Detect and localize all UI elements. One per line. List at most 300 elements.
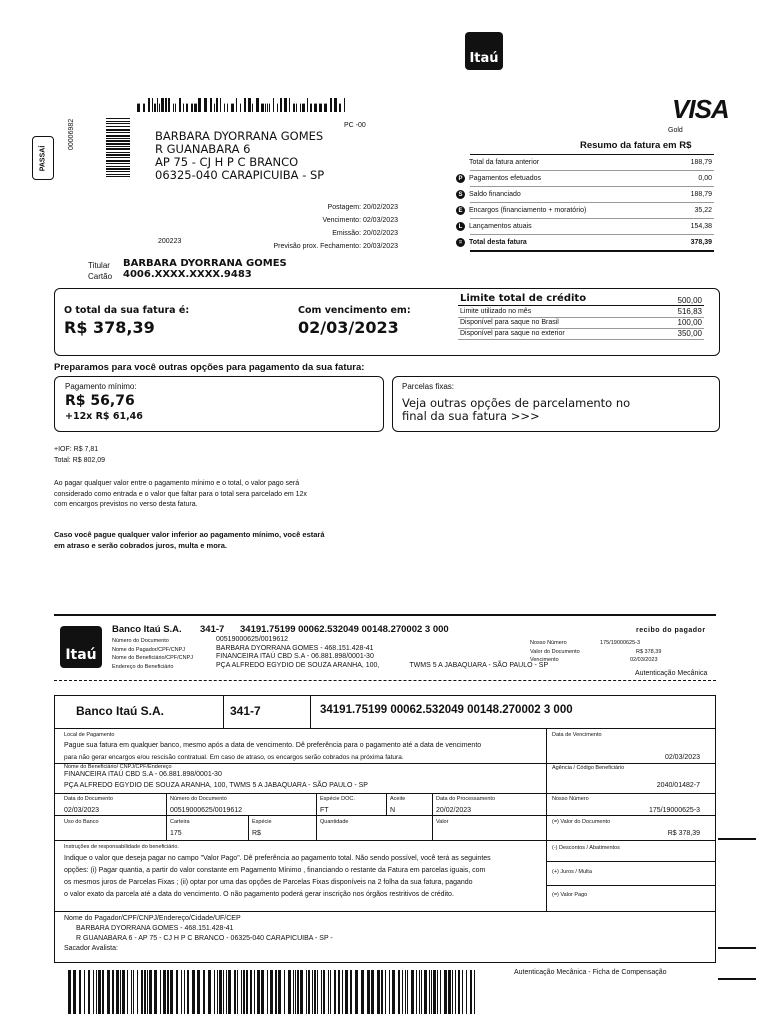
date-code: 200223 xyxy=(158,238,182,245)
barcode-bar xyxy=(197,970,200,1014)
receipt-venc-label: Vencimento xyxy=(530,657,559,663)
benef-label: Nome do Beneficiário/ CNPJ/CPF/Endereço xyxy=(64,764,172,770)
postagem: Postagem: 20/02/2023 xyxy=(327,204,398,211)
valor-doc-value: R$ 378,39 xyxy=(667,830,700,837)
min-label: Pagamento mínimo: xyxy=(65,382,137,391)
barcode-bar xyxy=(107,970,110,1014)
barcode-bar xyxy=(106,174,130,175)
slip-h7 xyxy=(546,885,716,886)
barcode-bar xyxy=(96,970,97,1014)
barcode-bar xyxy=(237,970,238,1014)
iof: +IOF: R$ 7,81 xyxy=(54,446,99,453)
barcode-bar xyxy=(204,98,207,112)
barcode-bar xyxy=(214,970,215,1014)
barcode-bar xyxy=(243,970,245,1014)
instructions xyxy=(64,853,491,901)
barcode-bar xyxy=(102,970,104,1014)
barcode-bar xyxy=(116,970,119,1014)
receipt-right-labels xyxy=(530,639,580,665)
limit-title: Limite total de crédito xyxy=(460,293,587,304)
slip-v-a xyxy=(166,793,167,840)
barcode-bar xyxy=(437,970,438,1014)
cartao-value: 4006.XXXX.XXXX.9483 xyxy=(123,269,252,280)
barcode-bar xyxy=(214,104,215,112)
side-code: 00006982 xyxy=(68,118,75,150)
barcode-bar xyxy=(295,970,296,1014)
summary-row-value: 188,79 xyxy=(690,191,712,198)
barcode-bar xyxy=(392,970,395,1014)
card-tier: Gold xyxy=(668,127,683,134)
barcode-bar xyxy=(248,98,251,112)
benef-line-2: PÇA ALFREDO EGYDIO DE SOUZA ARANHA, 100, TWMS 5 A JABAQUARA - SÃO PAULO - SP xyxy=(64,782,368,789)
receipt-bank-code: 341-7 xyxy=(200,624,225,635)
pagador-label: Nome do Pagador/CPF/CNPJ/Endereço/Cidade/UF/CEP xyxy=(64,915,241,922)
agencia-value: 2040/01482-7 xyxy=(656,782,700,789)
summary-row-value: 378,39 xyxy=(690,239,712,246)
itau-logo-receipt xyxy=(60,626,102,668)
summary-row-value: 188,79 xyxy=(690,159,712,166)
barcode-bar xyxy=(444,970,447,1014)
titular-value: BARBARA DYORRANA GOMES xyxy=(123,258,287,269)
barcode-bar xyxy=(361,970,364,1014)
barcode-bar xyxy=(224,104,225,112)
receipt-dash-rule xyxy=(54,680,716,681)
receipt-venc-value: 02/03/2023 xyxy=(630,657,658,663)
barcode-bar xyxy=(278,970,281,1014)
parcelas-text-1: Veja outras opções de parcelamento no xyxy=(402,396,631,410)
receipt-fields xyxy=(112,637,193,671)
barcode-bar xyxy=(330,98,332,112)
data-proc-value: 20/02/2023 xyxy=(436,807,472,814)
barcode-bar xyxy=(407,970,408,1014)
uso-label: Uso do Banco xyxy=(64,819,99,825)
barcode-bar xyxy=(183,104,184,112)
barcode-bar xyxy=(321,970,322,1014)
summary-row-label-wrap xyxy=(456,158,539,167)
summary-bullet-icon: = xyxy=(456,238,465,247)
barcode-bar xyxy=(106,157,130,158)
barcode-bar xyxy=(192,970,195,1014)
pagador-block xyxy=(64,914,333,954)
barcode-bar xyxy=(350,970,352,1014)
agencia-label: Agência / Código Beneficiário xyxy=(552,765,625,771)
barcode-bar xyxy=(411,970,414,1014)
edge-mark-1 xyxy=(718,838,756,840)
itau-logo-top xyxy=(465,32,503,70)
slip-nosso-label: Nosso Número xyxy=(552,796,589,802)
especie-value: R$ xyxy=(252,830,261,837)
barcode-bar xyxy=(106,154,130,156)
slip-v-head-1 xyxy=(223,695,224,728)
barcode-bar xyxy=(265,104,266,112)
valor-doc-label: (=) Valor do Documento xyxy=(552,819,611,825)
barcode-bar xyxy=(284,970,285,1014)
receipt-end-value-1: PÇA ALFREDO EGYDIO DE SOUZA ARANHA, 100, xyxy=(216,661,380,669)
barcode-bar xyxy=(147,970,148,1014)
barcode-bar xyxy=(296,104,297,112)
barcode-bar xyxy=(106,143,130,145)
barcode-bar xyxy=(106,148,130,150)
paragraph-1-line-3: com encargos previstos no verso desta fatura. xyxy=(54,501,198,508)
slip-h4 xyxy=(54,815,716,816)
barcode-bar xyxy=(273,98,274,112)
receipt-nosso-value: 175/19000625-3 xyxy=(600,640,641,646)
limit-rule xyxy=(458,305,704,306)
barcode-bar xyxy=(314,970,316,1014)
summary-row-value: 35,22 xyxy=(694,207,712,214)
data-venc-label: Data de Vencimento xyxy=(552,732,602,738)
limit-row-label: Disponível para saque no exterior xyxy=(460,330,565,337)
receipt-pagador-label: Nome do Pagador/CPF/CNPJ xyxy=(112,646,186,653)
barcode-bar xyxy=(160,970,161,1014)
barcode-bar xyxy=(106,121,130,122)
barcode-bar xyxy=(256,98,259,112)
barcode-bar xyxy=(241,970,242,1014)
barcode-bar xyxy=(106,168,130,170)
barcode-bar xyxy=(424,970,427,1014)
num-doc-label: Número do Documento xyxy=(170,796,227,802)
barcode-bar xyxy=(345,970,348,1014)
barcode-bar xyxy=(194,104,197,112)
summary-bullet-icon: S xyxy=(456,190,465,199)
summary-row-value: 154,38 xyxy=(690,223,712,230)
summary-row-label-wrap xyxy=(456,174,541,183)
address-line-3: AP 75 - CJ H P C BRANCO xyxy=(155,155,299,169)
barcode-bar xyxy=(141,970,143,1014)
barcode-bar xyxy=(338,970,340,1014)
address-block xyxy=(155,130,324,182)
barcode-bar xyxy=(73,970,76,1014)
limit-row-value: 516,83 xyxy=(677,307,702,316)
barcode-bar xyxy=(254,970,255,1014)
barcode-bar xyxy=(308,970,310,1014)
barcode-bar xyxy=(175,104,176,112)
barcode-bar xyxy=(277,104,278,112)
limit-row-value: 350,00 xyxy=(677,329,702,338)
receipt-benef-value: FINANCEIRA ITAÚ CBD S.A - 06.881.898/0001-30 xyxy=(216,653,374,660)
barcode-bar xyxy=(106,138,130,139)
barcode-bar xyxy=(293,970,294,1014)
barcode-bar xyxy=(355,970,358,1014)
summary-row xyxy=(456,238,712,247)
barcode-bar xyxy=(306,970,307,1014)
barcode-bar xyxy=(152,98,153,112)
barcode-bar xyxy=(421,970,422,1014)
especie-doc-label: Espécie DOC. xyxy=(320,796,355,802)
barcode-bar xyxy=(106,118,130,119)
min-install: +12x R$ 61,46 xyxy=(65,411,143,422)
barcode-bar xyxy=(184,970,185,1014)
receipt-num-doc-label: Número do Documento xyxy=(112,638,169,644)
barcode-bar xyxy=(300,104,301,112)
barcode-bar xyxy=(261,970,264,1014)
summary-row xyxy=(456,174,712,183)
summary-row-label-wrap xyxy=(456,238,527,247)
receipt-bank: Banco Itaú S.A. xyxy=(112,624,182,635)
barcode-bar xyxy=(106,146,130,147)
slip-nosso-value: 175/19000625-3 xyxy=(649,807,700,814)
barcode-bar xyxy=(431,970,432,1014)
barcode-bar xyxy=(236,98,237,112)
summary-row-value: 0,00 xyxy=(698,175,712,182)
slip-v-c xyxy=(316,793,317,840)
barcode-bar xyxy=(244,98,246,112)
summary-row-rule xyxy=(470,170,714,171)
postal-barcode xyxy=(137,98,347,112)
barcode-bar xyxy=(317,970,318,1014)
barcode-bar xyxy=(371,970,374,1014)
barcode-bar xyxy=(122,970,125,1014)
barcode-bar xyxy=(323,970,325,1014)
barcode-bar xyxy=(416,970,417,1014)
barcode-bar xyxy=(198,98,201,112)
slip-v-head-2 xyxy=(310,695,311,728)
barcode-bar xyxy=(314,104,317,112)
barcode-bar xyxy=(84,970,85,1014)
barcode-bar xyxy=(167,970,169,1014)
barcode-bar xyxy=(165,98,167,112)
barcode-bar xyxy=(148,98,150,112)
barcode-bar xyxy=(302,104,305,112)
receipt-top-rule xyxy=(54,614,716,616)
barcode-bar xyxy=(79,970,81,1014)
barcode-bar xyxy=(231,104,234,112)
summary-rule xyxy=(470,154,714,155)
barcode-bar xyxy=(334,970,336,1014)
receipt-valor-value: R$ 378,39 xyxy=(636,648,662,655)
barcode-bar xyxy=(284,98,287,112)
cartao-label: Cartão xyxy=(88,272,113,281)
receipt-right-values xyxy=(600,639,690,665)
dates-block xyxy=(270,201,398,253)
barcode-bar xyxy=(429,970,430,1014)
barcode-bar xyxy=(342,970,343,1014)
barcode-bar xyxy=(252,104,253,112)
barcode-bar xyxy=(186,104,188,112)
barcode-bar xyxy=(170,970,173,1014)
receipt-values xyxy=(216,636,548,670)
pagador-line-2: R GUANABARA 6 - AP 75 - CJ H P C BRANCO - 06325-040 CARAPICUIBA - SP - xyxy=(76,935,333,942)
aceite-label: Aceite xyxy=(390,796,406,802)
summary-row-label-wrap xyxy=(456,222,532,231)
summary-row-label: Total desta fatura xyxy=(469,239,527,246)
summary-row-label: Pagamentos efetuados xyxy=(469,175,541,182)
barcode-bar xyxy=(203,970,205,1014)
barcode-bar xyxy=(234,970,236,1014)
barcode-bar xyxy=(106,132,130,133)
barcode-bar xyxy=(133,970,134,1014)
paragraph-2-line-1: Caso você pague qualquer valor inferior ao pagamento mínimo, você estará xyxy=(54,530,325,539)
barcode-bar xyxy=(275,970,277,1014)
barcode-bar xyxy=(106,135,130,137)
quant-label: Quantidade xyxy=(320,819,349,825)
barcode-bar xyxy=(250,970,252,1014)
barcode-bar xyxy=(127,970,128,1014)
parcelas-label: Parcelas fixas: xyxy=(402,382,455,391)
barcode-bar xyxy=(149,970,152,1014)
local-label: Local de Pagamento xyxy=(64,732,115,738)
receipt-end-value-2: TWMS 5 A JABAQUARA - SÃO PAULO - SP xyxy=(409,661,549,669)
due-value: 02/03/2023 xyxy=(298,318,399,337)
limit-row xyxy=(460,307,702,316)
edge-mark-2 xyxy=(718,947,756,949)
barcode-bar xyxy=(328,970,329,1014)
aceite-value: N xyxy=(390,807,396,814)
barcode-bar xyxy=(458,970,460,1014)
boleto-barcode xyxy=(68,970,478,1014)
receipt-end-label: Endereço do Beneficiário xyxy=(112,663,174,670)
visa-logo: VISA xyxy=(672,94,729,124)
barcode-bar xyxy=(334,98,337,112)
barcode-bar xyxy=(240,104,241,112)
paragraph-2-line-2: em atraso e serão cobrados juros, multa e mora. xyxy=(54,541,227,550)
slip-code: 341-7 xyxy=(230,704,261,718)
barcode-bar xyxy=(176,970,178,1014)
barcode-bar xyxy=(289,98,290,112)
barcode-bar xyxy=(112,970,114,1014)
pagador-line-1: BARBARA DYORRANA GOMES - 468.151.428-41 xyxy=(76,925,234,932)
receipt-line-code: 34191.75199 00062.532049 00148.270002 3 000 xyxy=(240,624,449,635)
slip-line: 34191.75199 00062.532049 00148.270002 3 000 xyxy=(320,704,573,716)
data-venc-value: 02/03/2023 xyxy=(664,754,700,761)
barcode-bar xyxy=(246,970,248,1014)
slip-h8 xyxy=(54,911,716,912)
barcode-bar xyxy=(181,970,182,1014)
passai-text: PASSAÍ xyxy=(39,145,47,171)
barcode-bar xyxy=(307,98,308,112)
barcode-bar xyxy=(98,970,101,1014)
instr-label: Instruções de responsabilidade do beneficiário. xyxy=(64,844,179,850)
receipt-autent: Autenticação Mecânica xyxy=(635,670,708,677)
barcode-bar xyxy=(402,970,403,1014)
barcode-bar xyxy=(106,160,130,162)
carteira-label: Carteira xyxy=(170,819,190,825)
pago-label: (=) Valor Pago xyxy=(552,892,588,898)
barcode-bar xyxy=(106,123,130,124)
limit-row xyxy=(460,318,702,327)
data-doc-value: 02/03/2023 xyxy=(64,807,100,814)
barcode-bar xyxy=(267,970,268,1014)
summary-row xyxy=(456,222,712,231)
logo-text: Itaú xyxy=(65,647,97,663)
barcode-bar xyxy=(269,104,270,112)
barcode-bar xyxy=(154,104,156,112)
options-heading: Preparamos para você outras opções para pagamento da sua fatura: xyxy=(54,362,365,373)
barcode-bar xyxy=(210,98,212,112)
summary-bottom-rule xyxy=(470,250,714,252)
barcode-bar xyxy=(137,970,138,1014)
barcode-bar xyxy=(163,970,166,1014)
barcode-bar xyxy=(106,126,130,127)
barcode-bar xyxy=(455,970,456,1014)
instr-line-4: o valor exato da parcela até a data do vencimento. O não pagamento poderá gerar inscrição nos órgãos restritivos de crédito. xyxy=(64,891,454,898)
barcode-bar xyxy=(466,970,467,1014)
barcode-bar xyxy=(154,970,157,1014)
total-label: O total da sua fatura é: xyxy=(64,305,190,316)
limit-row-label: Limite utilizado no mês xyxy=(460,308,532,315)
barcode-bar xyxy=(173,104,174,112)
desc-label: (-) Descontos / Abatimentos xyxy=(552,845,620,851)
barcode-bar xyxy=(300,970,303,1014)
barcode-bar xyxy=(219,970,222,1014)
barcode-bar xyxy=(452,970,453,1014)
summary-bullet-icon: L xyxy=(456,222,465,231)
barcode-bar xyxy=(68,970,71,1014)
barcode-bar xyxy=(131,970,132,1014)
barcode-bar xyxy=(257,970,260,1014)
barcode-bar xyxy=(330,970,331,1014)
barcode-bar xyxy=(208,970,211,1014)
barcode-bar xyxy=(93,970,94,1014)
barcode-bar xyxy=(448,970,451,1014)
summary-row-rule xyxy=(470,218,714,219)
barcode-bar xyxy=(312,970,313,1014)
barcode-bar xyxy=(270,970,273,1014)
slip-h3 xyxy=(54,793,716,794)
slip-v-right xyxy=(546,728,547,911)
min-value: R$ 56,76 xyxy=(65,393,135,409)
recibo-label: recibo do pagador xyxy=(636,627,706,634)
barcode-bar xyxy=(120,970,121,1014)
summary-row-rule xyxy=(470,186,714,187)
instr-line-2: opções: (i) Pagar quantia, a partir do valor constante em Pagamento Mínimo , financiando o restante da Fatura em parcelas iguais, com xyxy=(64,867,486,874)
barcode-bar xyxy=(280,98,282,112)
barcode-bar xyxy=(433,970,436,1014)
slip-h5 xyxy=(54,840,716,841)
paragraph-1-line-2: considerado como entrada e o valor que faltar para o total sera parcelado em 12x xyxy=(54,490,307,498)
emissao: Emissão: 20/02/2023 xyxy=(332,230,398,237)
summary-row xyxy=(456,158,712,167)
summary-row-label: Saldo financiado xyxy=(469,191,521,198)
slip-autent: Autenticação Mecânica - Ficha de Compensação xyxy=(514,969,667,976)
slip-bank: Banco Itaú S.A. xyxy=(76,704,165,718)
summary-row-label: Total da fatura anterior xyxy=(469,159,540,166)
summary-row xyxy=(456,206,712,215)
instr-line-3: os mesmos juros de Parcelas Fixas ; (ii) optar por uma das opções de Parcelas Fixas disponíveis na 2 folha da sua fatura, pagando xyxy=(64,879,473,886)
side-barcode xyxy=(106,118,130,178)
vencimento: Vencimento: 02/03/2023 xyxy=(322,217,398,224)
barcode-bar xyxy=(462,970,463,1014)
limit-row-value: 100,00 xyxy=(677,318,702,327)
barcode-bar xyxy=(161,98,164,112)
barcode-bar xyxy=(168,98,170,112)
barcode-bar xyxy=(367,970,370,1014)
barcode-bar xyxy=(216,98,218,112)
num-doc-value: 00519000625/0019612 xyxy=(170,807,243,814)
barcode-bar xyxy=(293,104,295,112)
local-line-2: para não gerar encargos e/ou rescisão contratual. Em caso de atraso, os encargos serão cobrados na próxima fatura. xyxy=(64,754,404,761)
paragraph-1 xyxy=(54,479,384,511)
barcode-bar xyxy=(227,104,228,112)
barcode-bar xyxy=(106,163,130,164)
barcode-bar xyxy=(419,970,420,1014)
barcode-bar xyxy=(143,104,145,112)
limit-row xyxy=(460,329,702,338)
barcode-bar xyxy=(310,104,312,112)
limit-value: 500,00 xyxy=(677,296,702,305)
barcode-bar xyxy=(157,98,158,112)
slip-v-b xyxy=(248,815,249,840)
address-line-2: R GUANABARA 6 xyxy=(155,142,251,156)
summary-row-rule xyxy=(470,234,714,235)
barcode-bar xyxy=(137,104,140,112)
summary-row-label: Encargos (financiamento + moratório) xyxy=(469,207,587,214)
barcode-bar xyxy=(228,970,231,1014)
barcode-bar xyxy=(267,104,268,112)
pc-code: PC -00 xyxy=(344,122,366,129)
instr-line-1: Indique o valor que deseja pagar no campo "Valor Pago". Dê preferência ao pagamento total. Não sendo possível, você terá as seguintes xyxy=(64,855,491,862)
barcode-bar xyxy=(220,98,221,112)
